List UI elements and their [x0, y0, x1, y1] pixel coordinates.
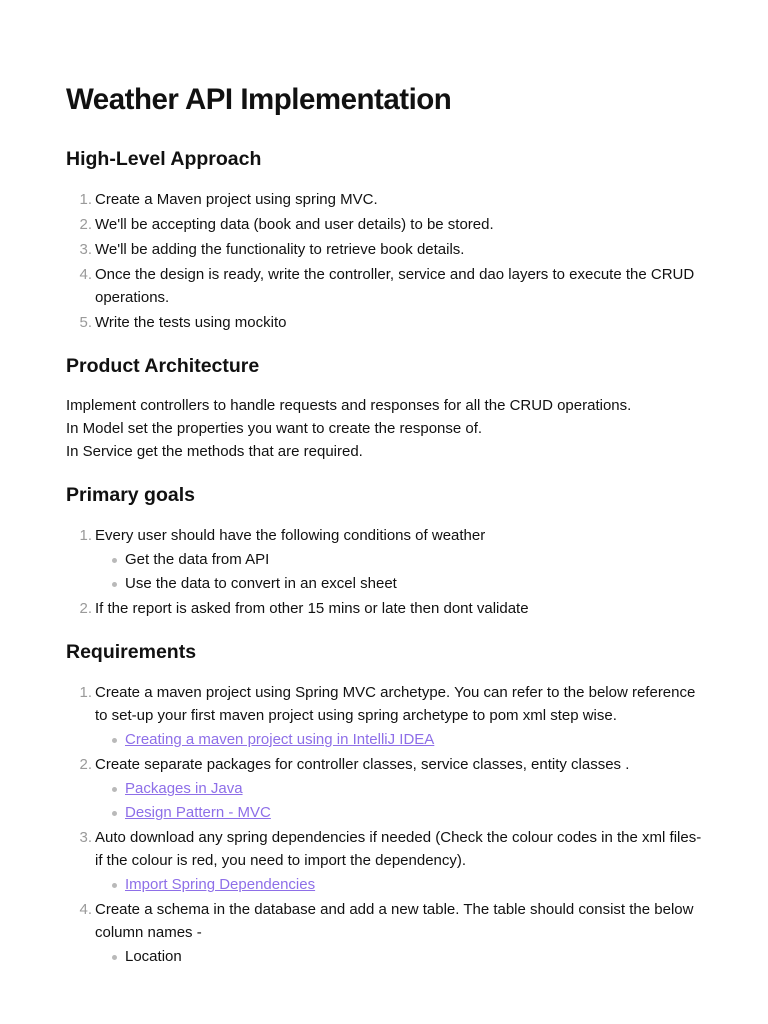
sub-list [95, 777, 706, 824]
list-number: 4. [79, 901, 92, 918]
paragraph-line: In Model set the properties you want to create the response of. [66, 420, 483, 437]
list-item [66, 263, 706, 309]
sub-list [95, 728, 706, 751]
bullet-icon [112, 582, 117, 587]
high-level-list [66, 188, 706, 334]
sub-list-item [95, 572, 706, 595]
list-item [66, 826, 706, 896]
list-item [66, 597, 706, 620]
bullet-icon [112, 787, 117, 792]
list-number: 2. [79, 600, 92, 617]
list-item [66, 524, 706, 595]
paragraph-line: In Service get the methods that are required. [66, 443, 363, 460]
sub-list [95, 548, 706, 595]
sub-list-item [95, 873, 706, 896]
bullet-icon [112, 955, 117, 960]
list-item [66, 898, 706, 968]
list-item-text: Create a schema in the database and add a new table. The table should consist the below column names - [95, 901, 694, 941]
list-item-text: Create a Maven project using spring MVC. [95, 191, 378, 208]
bullet-icon [112, 811, 117, 816]
list-item-text: Create a maven project using Spring MVC archetype. You can refer to the below reference to set-up your first maven project using spring archetype to pom xml step wise. [95, 684, 696, 724]
list-number: 3. [79, 829, 92, 846]
list-number: 2. [79, 756, 92, 773]
sub-list-item [95, 548, 706, 571]
list-number: 3. [79, 241, 92, 258]
list-item [66, 753, 706, 824]
sub-list [95, 945, 706, 968]
list-number: 1. [79, 191, 92, 208]
section-heading-architecture: Product Architecture [66, 355, 260, 377]
list-item [66, 188, 706, 211]
section-heading-goals: Primary goals [66, 484, 195, 506]
sub-list-item [95, 801, 706, 824]
list-item-text: Create separate packages for controller classes, service classes, entity classes . [95, 756, 630, 773]
list-item [66, 213, 706, 236]
section-heading-high-level: High-Level Approach [66, 148, 262, 170]
list-number: 1. [79, 684, 92, 701]
sub-list-item-text: Location [125, 948, 182, 965]
link-maven-intellij[interactable]: Creating a maven project using in IntelliJ IDEA [125, 731, 435, 748]
sub-list-item-text: Use the data to convert in an excel sheet [125, 575, 397, 592]
bullet-icon [112, 738, 117, 743]
document-page [66, 80, 706, 970]
goals-list [66, 524, 706, 620]
page-title: Weather API Implementation [66, 83, 452, 116]
link-design-pattern-mvc[interactable]: Design Pattern - MVC [125, 804, 271, 821]
paragraph-line: Implement controllers to handle requests and responses for all the CRUD operations. [66, 397, 632, 414]
sub-list [95, 873, 706, 896]
list-item [66, 311, 706, 334]
list-item-text: We'll be accepting data (book and user details) to be stored. [95, 216, 494, 233]
list-number: 5. [79, 314, 92, 331]
sub-list-item [95, 945, 706, 968]
sub-list-item-text: Get the data from API [125, 551, 270, 568]
link-packages-java[interactable]: Packages in Java [125, 780, 243, 797]
list-item-text: Once the design is ready, write the controller, service and dao layers to execute the CRUD operations. [95, 266, 695, 306]
bullet-icon [112, 558, 117, 563]
list-item [66, 238, 706, 261]
section-heading-requirements: Requirements [66, 641, 197, 663]
list-item-text: We'll be adding the functionality to retrieve book details. [95, 241, 465, 258]
list-item-text: Every user should have the following conditions of weather [95, 527, 486, 544]
list-item-text: Auto download any spring dependencies if needed (Check the colour codes in the xml files- if the colour is red, you need to import the dependency). [95, 829, 702, 869]
architecture-text [66, 394, 706, 463]
link-import-spring-dependencies[interactable]: Import Spring Dependencies [125, 876, 316, 893]
list-item-text: Write the tests using mockito [95, 314, 287, 331]
list-item-text: If the report is asked from other 15 mins or late then dont validate [95, 600, 529, 617]
sub-list-item [95, 728, 706, 751]
list-number: 2. [79, 216, 92, 233]
list-number: 1. [79, 527, 92, 544]
sub-list-item [95, 777, 706, 800]
list-item [66, 681, 706, 751]
requirements-list [66, 681, 706, 968]
bullet-icon [112, 883, 117, 888]
list-number: 4. [79, 266, 92, 283]
